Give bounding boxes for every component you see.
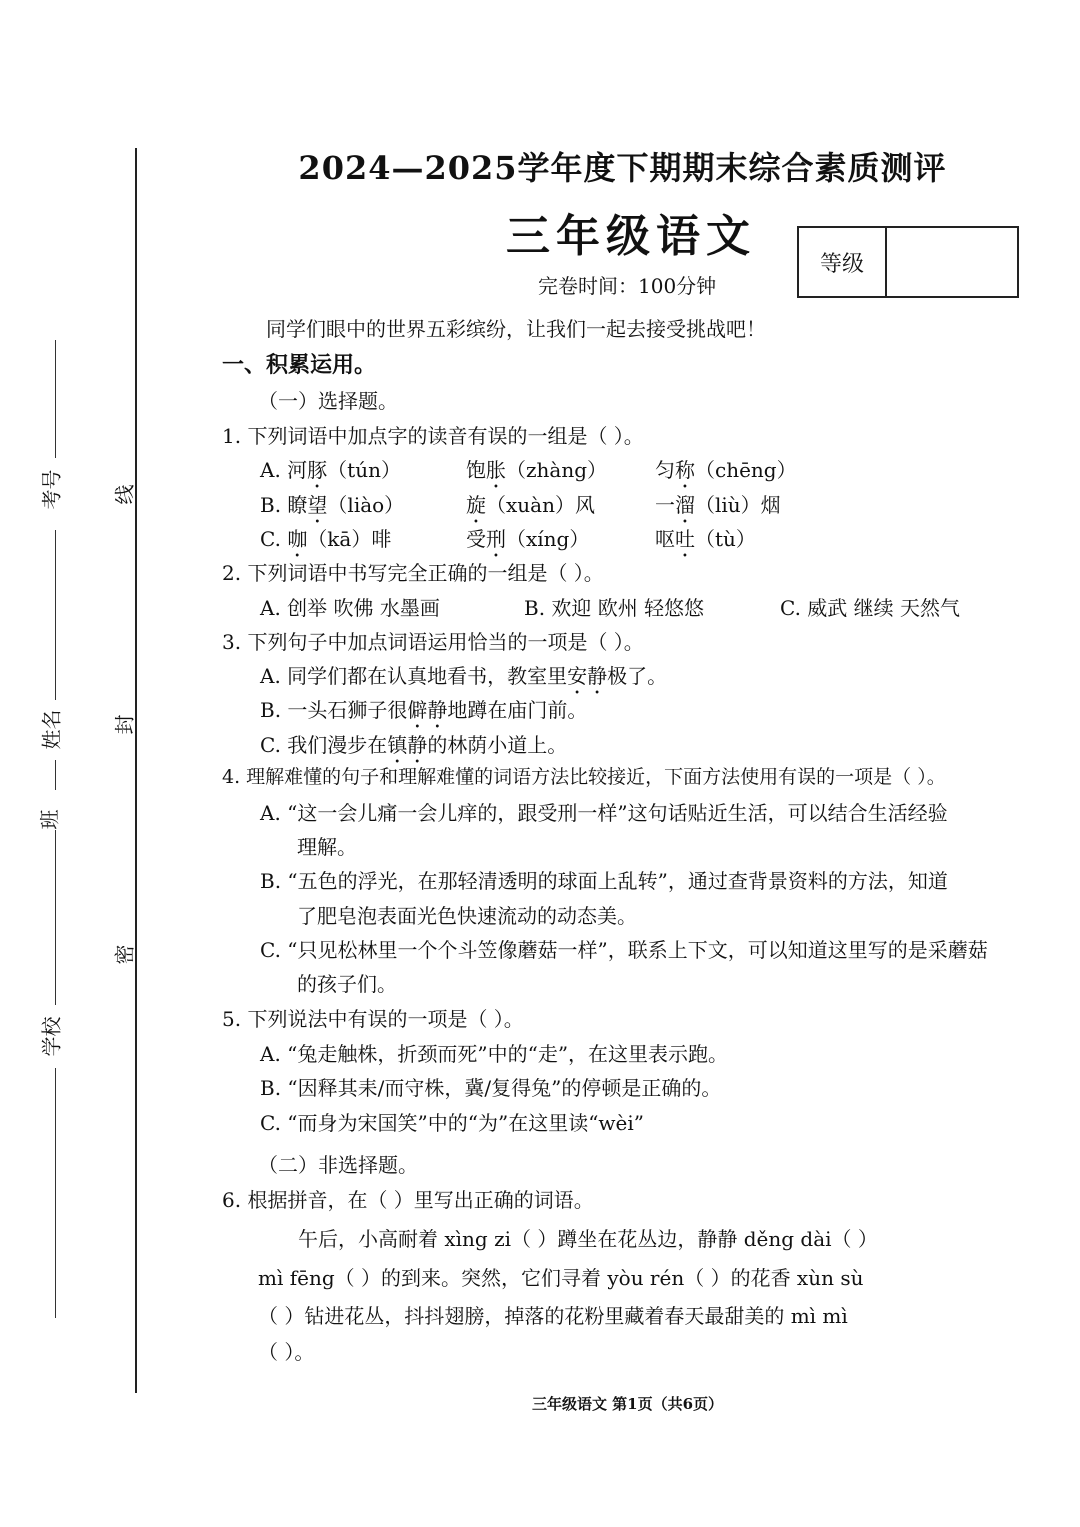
grade-box — [797, 226, 1019, 298]
q6-passage-line2: mì fēng（ ）的到来。突然，它们寻着 yòu rén（ ）的花香 xùn sù — [258, 1266, 864, 1290]
q4-option-c-line2: 的孩子们。 — [297, 972, 397, 996]
q4-stem: 4. 理解难懂的句子和理解难懂的词语方法比较接近，下面方法使用有误的一项是（ ）。 — [222, 766, 946, 788]
q5-option-a: A. “兔走触株，折颈而死”中的“走”，在这里表示跑。 — [260, 1042, 729, 1066]
q1-option-a: A. 河豚（tún） — [260, 458, 401, 482]
seal-feng-label: 封 — [112, 714, 137, 735]
section1-title: 一、积累运用。 — [222, 352, 377, 378]
name-label: 姓名 — [39, 709, 64, 750]
q6-passage-line4: （ ）。 — [258, 1340, 315, 1364]
q6-passage-line1: 午后，小高耐着 xìng zi（ ）蹲坐在花丛边，静静 děng dài（ ） — [298, 1227, 878, 1251]
q2-stem: 2. 下列词语中书写完全正确的一组是（ ）。 — [222, 561, 604, 585]
q1-option-a-3: 匀称（chēng） — [655, 458, 797, 482]
exam-title: 2024—2025学年度下期期末综合素质测评 — [298, 149, 947, 187]
q3-option-b: B. 一头石狮子很僻静地蹲在庙门前。 — [260, 698, 588, 722]
q4-option-c-line1: C. “只见松林里一个个斗笠像蘑菇一样”，联系上下文，可以知道这里写的是采蘑菇 — [260, 938, 988, 962]
q3-stem: 3. 下列句子中加点词语运用恰当的一项是（ ）。 — [222, 630, 644, 654]
q3-option-c: C. 我们漫步在镇静的林荫小道上。 — [260, 733, 568, 757]
binding-line — [135, 148, 137, 1393]
q1-stem: 1. 下列词语中加点字的读音有误的一组是（ ）。 — [222, 424, 644, 448]
q2-option-a: A. 创举 吹佛 水墨画 — [260, 596, 440, 620]
class-blank-line-top — [55, 760, 56, 790]
q1-option-c-2: 受刑（xíng） — [466, 527, 590, 551]
q1-option-a-2: 饱胀（zhàng） — [466, 458, 608, 482]
q5-option-b: B. “因释其耒/而守株，冀/复得兔”的停顿是正确的。 — [260, 1076, 722, 1100]
intro-text: 同学们眼中的世界五彩缤纷，让我们一起去接受挑战吧！ — [266, 317, 766, 341]
q6-stem: 6. 根据拼音，在（ ）里写出正确的词语。 — [222, 1188, 594, 1212]
q4-option-a-line2: 理解。 — [297, 835, 357, 859]
exam-no-label: 考号 — [39, 469, 64, 510]
q1-option-b-2: 旋（xuàn）风 — [466, 493, 595, 517]
exam-time: 完卷时间：100分钟 — [538, 274, 717, 298]
q2-option-b: B. 欢迎 欧州 轻悠悠 — [524, 596, 705, 620]
q4-option-a-line1: A. “这一会儿痛一会儿痒的，跟受刑一样”这句话贴近生活，可以结合生活经验 — [260, 801, 948, 825]
q5-stem: 5. 下列说法中有误的一项是（ ）。 — [222, 1007, 524, 1031]
q3-option-a: A. 同学们都在认真地看书，教室里安静极了。 — [260, 664, 668, 688]
part2-title: （二）非选择题。 — [258, 1153, 418, 1177]
q1-option-c-3: 呕吐（tù） — [655, 527, 756, 551]
q1-option-b: B. 瞭望（liào） — [260, 493, 405, 517]
q2-option-c: C. 威武 继续 天然气 — [780, 596, 961, 620]
seal-line-label: 线 — [112, 484, 137, 505]
q1-option-b-3: 一溜（liù）烟 — [655, 493, 781, 517]
exam-no-blank-line — [55, 340, 56, 458]
grade-blank[interactable] — [887, 228, 1017, 296]
q1-option-c: C. 咖（kā）啡 — [260, 527, 392, 551]
school-blank-line — [55, 1068, 56, 1318]
part1-title: （一）选择题。 — [258, 389, 398, 413]
class-label: 班 — [37, 809, 62, 830]
school-label: 学校 — [39, 1016, 64, 1057]
q4-option-b-line2: 了肥皂泡表面光色快速流动的动态美。 — [297, 904, 637, 928]
seal-mi-label: 密 — [112, 944, 137, 965]
page-footer: 三年级语文 第1页（共6页） — [531, 1395, 724, 1413]
grade-label: 等级 — [799, 228, 887, 296]
class-blank-line — [55, 830, 56, 1005]
exam-subject: 三年级语文 — [506, 211, 756, 262]
q5-option-c: C. “而身为宋国笑”中的“为”在这里读“wèi” — [260, 1111, 645, 1135]
name-blank-line — [55, 530, 56, 700]
q6-passage-line3: （ ）钻进花丛，抖抖翅膀，掉落的花粉里藏着春天最甜美的 mì mì — [258, 1304, 848, 1328]
q4-option-b-line1: B. “五色的浮光，在那轻清透明的球面上乱转”，通过查背景资料的方法，知道 — [260, 869, 948, 893]
